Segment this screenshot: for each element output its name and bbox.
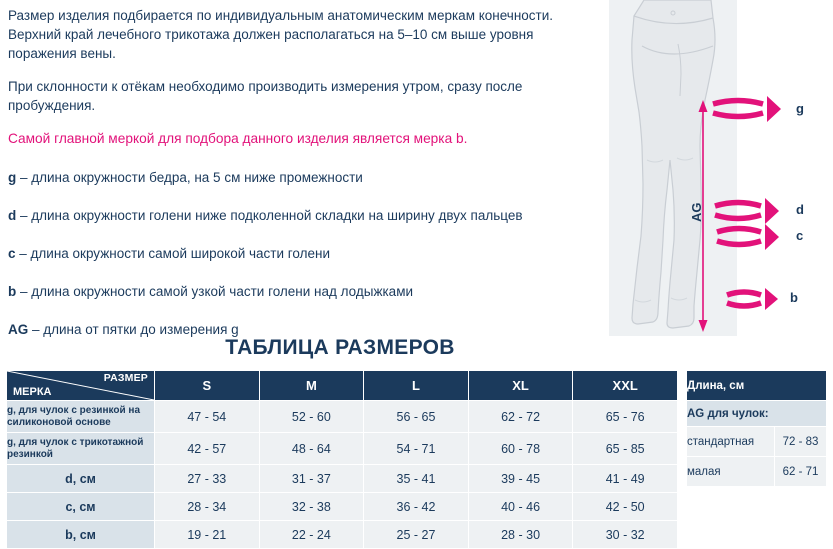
measure-arrowheads <box>765 96 781 310</box>
column-header-xl: XL <box>468 371 573 401</box>
row-label-d: d, см <box>7 465 155 493</box>
table-row <box>7 521 678 549</box>
cell-b-m: 22 - 24 <box>259 521 364 549</box>
definition-text-d: – длина окружности голени ниже подколенной складки на ширину двух пальцев <box>16 208 523 223</box>
table-row <box>7 401 678 433</box>
cell-b-l: 25 - 27 <box>364 521 469 549</box>
illustration-label-b: b <box>790 290 798 305</box>
length-table <box>686 370 827 487</box>
row-label-c: c, см <box>7 493 155 521</box>
cell-g-knit-m: 48 - 64 <box>259 433 364 465</box>
intro-paragraph-highlight: Самой главной меркой для подбора данного изделия является мерка b. <box>8 131 468 146</box>
cell-d-xxl: 41 - 49 <box>573 465 678 493</box>
definition-key-c: c <box>8 246 16 261</box>
corner-size-label: РАЗМЕР <box>103 372 148 384</box>
definition-text-ag: – длина от пятки до измерения g <box>28 322 239 337</box>
cell-g-silicone-xxl: 65 - 76 <box>573 401 678 433</box>
corner-measure-label: МЕРКА <box>13 386 52 398</box>
column-header-m: M <box>259 371 364 401</box>
length-table-subheader: AG для чулок: <box>687 401 827 427</box>
length-value-small: 62 - 71 <box>775 457 827 487</box>
definition-c <box>8 244 598 263</box>
intro-paragraph-2: При склонности к отёкам необходимо производить измерения утром, сразу после пробуждения. <box>8 79 523 113</box>
table-corner-header <box>7 371 155 401</box>
cell-c-s: 28 - 34 <box>155 493 260 521</box>
definition-key-ag: AG <box>8 322 29 337</box>
length-name-standard: стандартная <box>687 427 775 457</box>
illustration-label-d: d <box>796 202 804 217</box>
cell-c-m: 32 - 38 <box>259 493 364 521</box>
measure-arrows <box>713 101 763 307</box>
cell-d-s: 27 - 33 <box>155 465 260 493</box>
legs-diagram-svg <box>593 0 833 336</box>
row-label-g-silicone: g, для чулок с резинкой на силиконовой основе <box>7 401 155 433</box>
row-label-b: b, см <box>7 521 155 549</box>
definition-key-d: d <box>8 208 17 223</box>
definition-d <box>8 206 598 225</box>
column-header-l: L <box>364 371 469 401</box>
cell-g-knit-l: 54 - 71 <box>364 433 469 465</box>
definition-text-c: – длина окружности самой широкой части голени <box>15 246 330 261</box>
column-header-s: S <box>155 371 260 401</box>
length-value-standard: 72 - 83 <box>775 427 827 457</box>
cell-c-xxl: 42 - 50 <box>573 493 678 521</box>
cell-g-knit-xxl: 65 - 85 <box>573 433 678 465</box>
cell-d-l: 35 - 41 <box>364 465 469 493</box>
definition-key-g: g <box>8 170 17 185</box>
definition-text-g: – длина окружности бедра, на 5 см ниже промежности <box>16 170 363 185</box>
table-header-row <box>7 371 678 401</box>
row-label-g-knit: g, для чулок с трикотажной резинкой <box>7 433 155 465</box>
cell-d-xl: 39 - 45 <box>468 465 573 493</box>
cell-g-silicone-s: 47 - 54 <box>155 401 260 433</box>
definition-text-b: – длина окружности самой узкой части голени над лодыжками <box>16 284 414 299</box>
cell-d-m: 31 - 37 <box>259 465 364 493</box>
length-row <box>687 427 827 457</box>
cell-g-silicone-m: 52 - 60 <box>259 401 364 433</box>
instructions-column <box>8 6 598 358</box>
table-row <box>7 465 678 493</box>
page-title: ТАБЛИЦА РАЗМЕРОВ <box>225 336 455 359</box>
illustration-label-c: c <box>796 228 804 243</box>
cell-c-l: 36 - 42 <box>364 493 469 521</box>
leg-illustration <box>593 0 833 336</box>
length-header-row <box>687 371 827 401</box>
size-table <box>6 370 678 549</box>
definition-key-b: b <box>8 284 17 299</box>
cell-b-xl: 28 - 30 <box>468 521 573 549</box>
length-name-small: малая <box>687 457 775 487</box>
definition-g <box>8 168 598 187</box>
table-row <box>7 493 678 521</box>
measurement-definitions <box>8 168 598 339</box>
column-header-xxl: XXL <box>573 371 678 401</box>
cell-g-knit-s: 42 - 57 <box>155 433 260 465</box>
cell-g-silicone-l: 56 - 65 <box>364 401 469 433</box>
cell-g-knit-xl: 60 - 78 <box>468 433 573 465</box>
cell-g-silicone-xl: 62 - 72 <box>468 401 573 433</box>
length-row <box>687 457 827 487</box>
intro-paragraph-1: Размер изделия подбирается по индивидуальным анатомическим меркам конечности. Верхний край лечебного трикотажа должен располагаться на 5–10 см выше уровня поражения вены. <box>8 8 554 61</box>
length-subheader-row <box>687 401 827 427</box>
cell-b-xxl: 30 - 32 <box>573 521 678 549</box>
table-row <box>7 433 678 465</box>
cell-c-xl: 40 - 46 <box>468 493 573 521</box>
illustration-label-g: g <box>796 101 804 116</box>
length-table-header: Длина, см <box>687 371 827 401</box>
definition-b <box>8 282 598 301</box>
cell-b-s: 19 - 21 <box>155 521 260 549</box>
illustration-label-ag: AG <box>689 202 704 222</box>
